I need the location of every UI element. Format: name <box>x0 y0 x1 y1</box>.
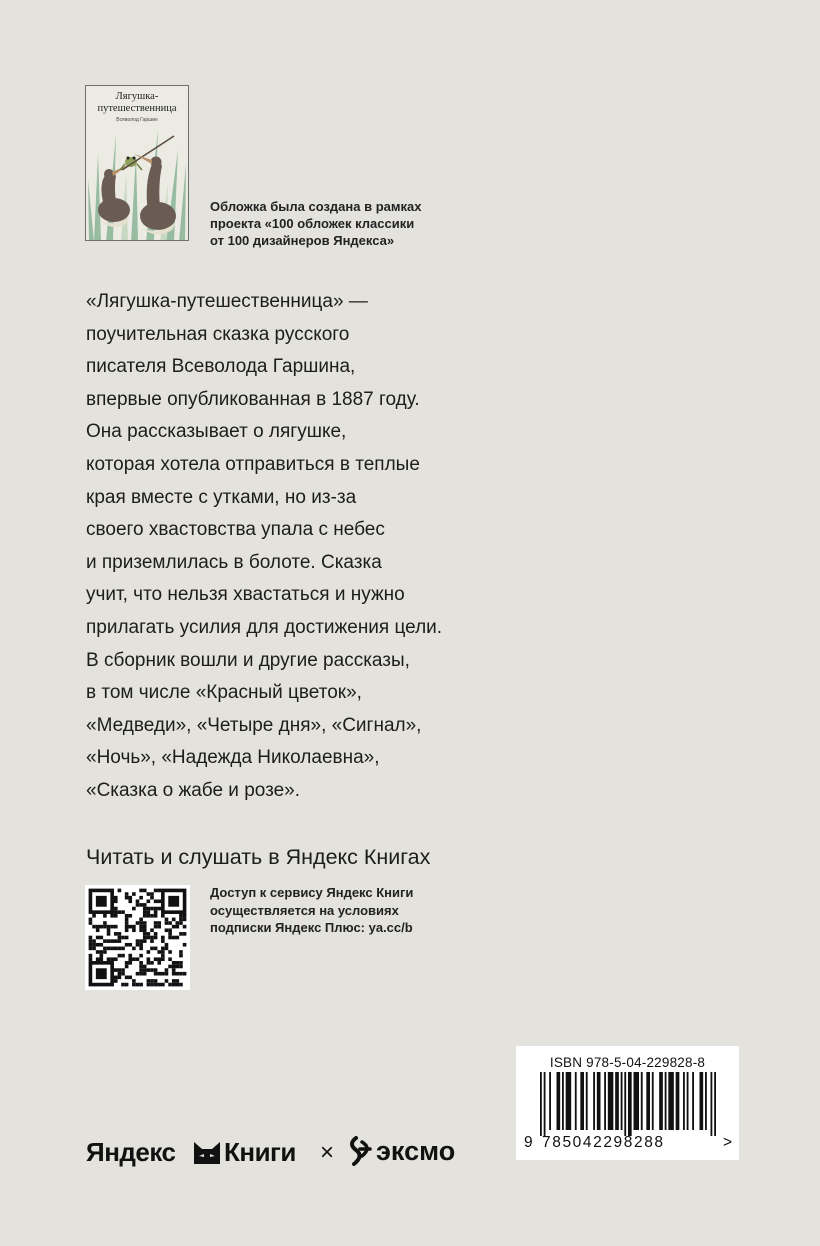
annotation-line: в том числе «Красный цветок», <box>86 682 362 704</box>
annotation-line: писателя Всеволода Гаршина, <box>86 356 356 378</box>
logo-yandex: Яндекс <box>86 1137 176 1167</box>
annotation-line: «Медведи», «Четыре дня», «Сигнал», <box>86 714 422 736</box>
cover-illustration <box>86 124 189 241</box>
cover-note: Обложка была создана в рамках проекта «100 обложек классики от 100 дизайнеров Яндекса» <box>210 199 422 248</box>
logo-knigi: Книги <box>224 1137 296 1167</box>
book-annotation <box>86 286 546 808</box>
isbn-label: ISBN 978-5-04-229828-8 <box>549 1055 706 1070</box>
isbn-barcode-block <box>516 1046 739 1160</box>
annotation-line: учит, что нельзя хвастаться и нужно <box>86 584 405 606</box>
annotation-line: «Лягушка-путешественница» — <box>86 291 368 312</box>
annotation-line: которая хотела отправиться в теплые <box>86 453 420 475</box>
logo-separator: × <box>320 1139 335 1166</box>
annotation-line: и приземлилась в болоте. Сказка <box>86 551 382 573</box>
logo-eksmo: эксмо <box>376 1136 456 1166</box>
read-heading: Читать и слушать в Яндекс Книгах <box>86 845 431 869</box>
subscription-note: Доступ к сервису Яндекс Книги осуществляется на условиях подписки Яндекс Плюс: ya.cc/b <box>210 885 414 935</box>
yandex-books-cat-icon <box>193 1138 221 1166</box>
annotation-line: своего хвастовства упала с небес <box>86 519 385 541</box>
annotation-line: «Сказка о жабе и розе». <box>86 779 301 801</box>
qr-code-icon[interactable] <box>85 885 190 990</box>
publisher-logos <box>86 1128 486 1176</box>
barcode-icon <box>540 1072 716 1136</box>
annotation-line: прилагать усилия для достижения цели. <box>86 616 443 638</box>
annotation-line: поучительная сказка русского <box>86 323 350 345</box>
cover-title: Лягушка-путешественница <box>97 91 177 114</box>
annotation-line: впервые опубликованная в 1887 году. <box>86 388 420 410</box>
isbn-digit-groups: 785042298288 <box>542 1134 665 1151</box>
eksmo-mark-icon <box>350 1134 374 1170</box>
cover-author: Всеволод Гаршин <box>116 117 158 123</box>
annotation-line: края вместе с утками, но из-за <box>86 486 357 508</box>
isbn-first-digit: 9 <box>524 1134 533 1151</box>
annotation-line: «Ночь», «Надежда Николаевна», <box>86 747 380 769</box>
annotation-line: В сборник вошли и другие рассказы, <box>86 649 410 671</box>
annotation-line: Она рассказывает о лягушке, <box>86 421 347 443</box>
isbn-arrow: > <box>723 1134 733 1151</box>
cover-thumbnail <box>85 85 189 241</box>
duck-right <box>134 154 176 235</box>
